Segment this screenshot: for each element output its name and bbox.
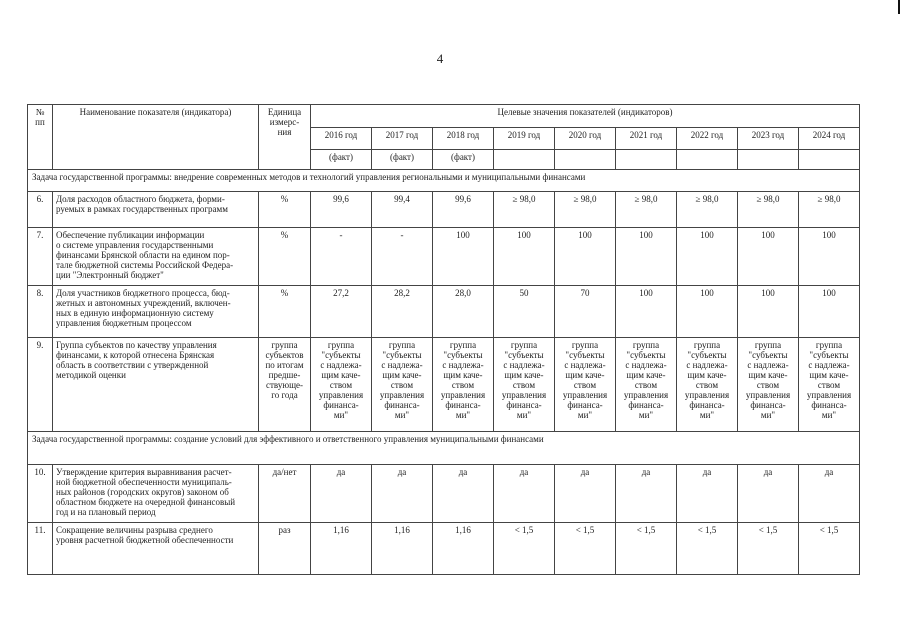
value-cell: 1,16	[433, 523, 494, 575]
value-cell: да	[494, 465, 555, 523]
table-row	[28, 338, 860, 432]
value-cell: < 1,5	[799, 523, 860, 575]
year-2024: 2024 год	[799, 128, 860, 150]
row-unit: %	[259, 228, 311, 286]
table-row	[28, 192, 860, 228]
row-name: Утверждение критерия выравнивания расчет- ной бюджетной обеспеченности муниципаль- ных районов (городских округов) законом об областном бюджете на очередной финансовый год и на плановый период	[53, 465, 259, 523]
value-cell: 100	[555, 228, 616, 286]
table-row	[28, 523, 860, 575]
row-unit: группа субъектов по итогам предше- ствующе- го года	[259, 338, 311, 432]
task-1: Задача государственной программы: внедрение современных методов и технологий управления региональными и муниципальными финансами	[28, 170, 860, 192]
row-unit: %	[259, 192, 311, 228]
year-2020: 2020 год	[555, 128, 616, 150]
value-cell: < 1,5	[677, 523, 738, 575]
row-unit: %	[259, 286, 311, 338]
value-cell: группа "субъекты с надлежа- щим каче- ством управления финанса- ми"	[677, 338, 738, 432]
value-cell: 100	[494, 228, 555, 286]
value-cell: 1,16	[311, 523, 372, 575]
indicators-table	[27, 104, 860, 575]
task-row	[28, 170, 860, 192]
value-cell: 99,6	[311, 192, 372, 228]
header-name: Наименование показателя (индикатора)	[53, 105, 259, 170]
value-cell: ≥ 98,0	[738, 192, 799, 228]
header-num: № пп	[28, 105, 53, 170]
value-cell: группа "субъекты с надлежа- щим каче- ством управления финанса- ми"	[494, 338, 555, 432]
value-cell: 100	[738, 228, 799, 286]
value-cell: 28,0	[433, 286, 494, 338]
fact-2017: (факт)	[372, 150, 433, 170]
value-cell: 100	[433, 228, 494, 286]
value-cell: группа "субъекты с надлежа- щим каче- ством управления финанса- ми"	[738, 338, 799, 432]
value-cell: да	[738, 465, 799, 523]
value-cell: 1,16	[372, 523, 433, 575]
value-cell: группа "субъекты с надлежа- щим каче- ством управления финанса- ми"	[372, 338, 433, 432]
fact-2018: (факт)	[433, 150, 494, 170]
value-cell: группа "субъекты с надлежа- щим каче- ством управления финанса- ми"	[799, 338, 860, 432]
value-cell: 100	[616, 228, 677, 286]
value-cell: группа "субъекты с надлежа- щим каче- ством управления финанса- ми"	[433, 338, 494, 432]
value-cell: ≥ 98,0	[799, 192, 860, 228]
value-cell: ≥ 98,0	[555, 192, 616, 228]
task-row	[28, 432, 860, 465]
value-cell: 27,2	[311, 286, 372, 338]
value-cell: 100	[616, 286, 677, 338]
value-cell: да	[799, 465, 860, 523]
value-cell: 99,4	[372, 192, 433, 228]
table-row	[28, 465, 860, 523]
value-cell: 100	[799, 228, 860, 286]
value-cell: группа "субъекты с надлежа- щим каче- ством управления финанса- ми"	[616, 338, 677, 432]
value-cell: -	[372, 228, 433, 286]
value-cell: 70	[555, 286, 616, 338]
task-2: Задача государственной программы: создание условий для эффективного и ответственного управления муниципальными финансами	[28, 432, 860, 465]
table-row	[28, 228, 860, 286]
row-name: Обеспечение публикации информации о системе управления государственными финансами Брянской области на едином пор- тале бюджетной системы Российской Федера- ции "Электронный бюджет"	[53, 228, 259, 286]
value-cell: ≥ 98,0	[616, 192, 677, 228]
value-cell: группа "субъекты с надлежа- щим каче- ством управления финанса- ми"	[555, 338, 616, 432]
row-unit: да/нет	[259, 465, 311, 523]
year-2021: 2021 год	[616, 128, 677, 150]
value-cell: -	[311, 228, 372, 286]
table-row	[28, 286, 860, 338]
row-num: 6.	[28, 192, 53, 228]
year-2018: 2018 год	[433, 128, 494, 150]
year-2017: 2017 год	[372, 128, 433, 150]
value-cell: да	[433, 465, 494, 523]
value-cell: < 1,5	[738, 523, 799, 575]
header-row	[28, 105, 860, 128]
value-cell: 99,6	[433, 192, 494, 228]
value-cell: да	[372, 465, 433, 523]
value-cell: 100	[738, 286, 799, 338]
value-cell: ≥ 98,0	[494, 192, 555, 228]
year-2019: 2019 год	[494, 128, 555, 150]
row-unit: раз	[259, 523, 311, 575]
year-2016: 2016 год	[311, 128, 372, 150]
fact-2016: (факт)	[311, 150, 372, 170]
header-targets: Целевые значения показателей (индикаторов)	[311, 105, 860, 128]
value-cell: да	[555, 465, 616, 523]
value-cell: 50	[494, 286, 555, 338]
value-cell: да	[311, 465, 372, 523]
header-unit: Единица измерс- ния	[259, 105, 311, 170]
scan-edge-mark	[898, 0, 900, 14]
row-name: Доля участников бюджетного процесса, бюд- жетных и автономных учреждений, включен- ных в единую информационную систему управления бюджетным процессом	[53, 286, 259, 338]
row-num: 10.	[28, 465, 53, 523]
value-cell: < 1,5	[555, 523, 616, 575]
year-2022: 2022 год	[677, 128, 738, 150]
row-name: Доля расходов областного бюджета, форми- руемых в рамках государственных программ	[53, 192, 259, 228]
row-num: 7.	[28, 228, 53, 286]
value-cell: 28,2	[372, 286, 433, 338]
value-cell: < 1,5	[616, 523, 677, 575]
row-name: Группа субъектов по качеству управления финансами, к которой отнесена Брянская область в соответствии с утвержденной методикой оценки	[53, 338, 259, 432]
year-2023: 2023 год	[738, 128, 799, 150]
value-cell: да	[677, 465, 738, 523]
value-cell: < 1,5	[494, 523, 555, 575]
value-cell: 100	[677, 286, 738, 338]
row-num: 8.	[28, 286, 53, 338]
value-cell: 100	[799, 286, 860, 338]
value-cell: 100	[677, 228, 738, 286]
value-cell: группа "субъекты с надлежа- щим каче- ством управления финанса- ми"	[311, 338, 372, 432]
row-num: 9.	[28, 338, 53, 432]
row-name: Сокращение величины разрыва среднего уровня расчетной бюджетной обеспеченности	[53, 523, 259, 575]
row-num: 11.	[28, 523, 53, 575]
value-cell: ≥ 98,0	[677, 192, 738, 228]
value-cell: да	[616, 465, 677, 523]
page-number: 4	[436, 51, 444, 66]
